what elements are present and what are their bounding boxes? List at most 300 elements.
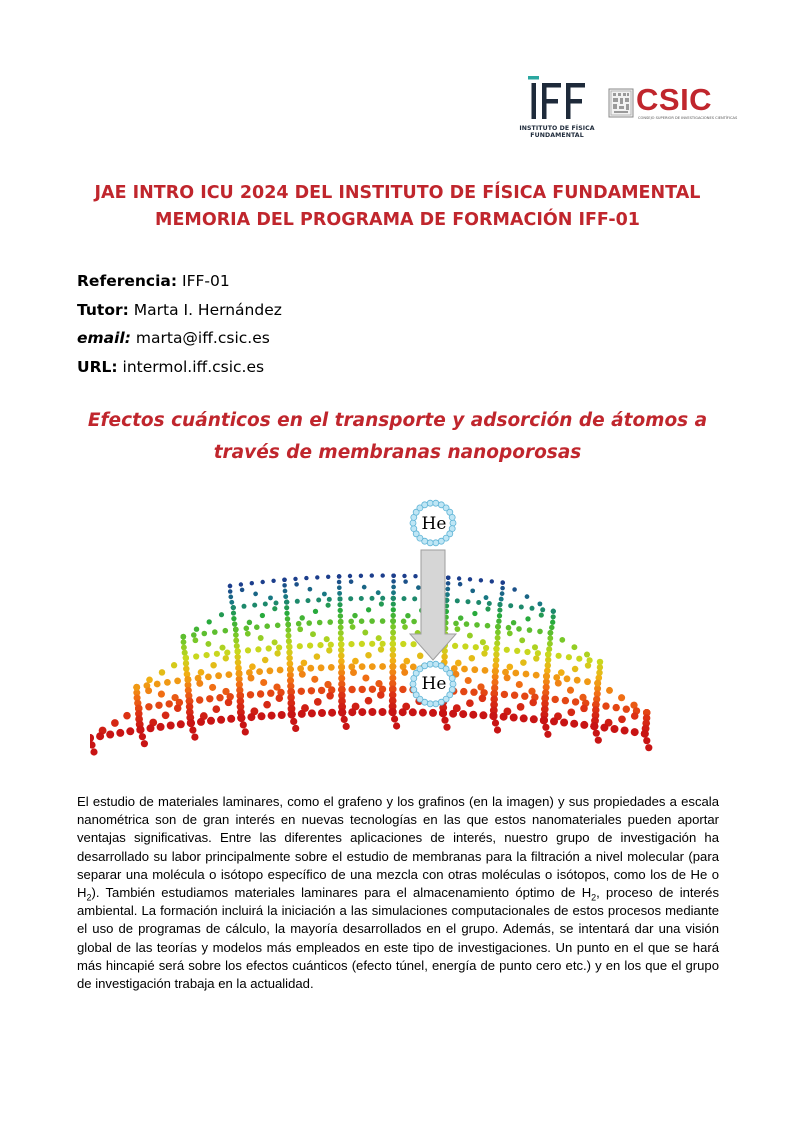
url-value[interactable]: intermol.iff.csic.es: [122, 357, 265, 376]
lattice-atom: [327, 597, 332, 602]
lattice-atom: [155, 702, 162, 709]
lattice-atom: [248, 675, 255, 682]
lattice-atom: [223, 628, 229, 634]
body-subscript-2: 2: [591, 892, 597, 903]
project-title-line-1: Efectos cuánticos en el transporte y adsorción de átomos a: [87, 410, 708, 431]
lattice-atom: [307, 665, 314, 672]
lattice-atom: [458, 582, 463, 587]
lattice-atom: [187, 719, 195, 727]
lattice-atom: [379, 601, 384, 606]
lattice-atom: [376, 635, 382, 641]
csic-emblem-icon: [608, 88, 634, 118]
lattice-atom: [453, 621, 459, 627]
lattice-atom: [525, 616, 530, 621]
lattice-atom: [267, 667, 274, 674]
lattice-atom: [376, 590, 381, 595]
lattice-atom: [297, 643, 303, 649]
lattice-atom: [299, 671, 306, 678]
lattice-atom: [552, 696, 559, 703]
lattice-atom: [283, 589, 288, 594]
lattice-atom: [313, 609, 318, 614]
lattice-atom: [465, 677, 472, 684]
lattice-atom: [181, 639, 187, 645]
lattice-atom: [272, 639, 278, 645]
atom-ring-bead: [411, 526, 417, 532]
lattice-atom: [219, 612, 224, 617]
lattice-atom: [495, 635, 501, 641]
atom-ring-bead: [422, 502, 428, 508]
lattice-atom: [317, 620, 323, 626]
down-arrow-icon: [410, 550, 456, 660]
lattice-atom: [215, 672, 222, 679]
lattice-atom: [139, 733, 146, 740]
lattice-atom: [217, 716, 225, 724]
lattice-atom: [263, 602, 268, 607]
lattice-atom: [506, 625, 512, 631]
membrane-illustration: [90, 498, 690, 763]
lattice-atom: [207, 619, 212, 624]
lattice-atom: [459, 710, 467, 718]
lattice-atom: [271, 579, 275, 583]
lattice-atom: [419, 709, 427, 717]
lattice-atom: [391, 607, 396, 612]
lattice-atom: [315, 575, 319, 579]
lattice-atom: [483, 645, 489, 651]
lattice-atom: [236, 670, 243, 677]
lattice-atom: [487, 601, 492, 606]
lattice-atom: [521, 693, 528, 700]
lattice-atom: [326, 575, 330, 579]
lattice-atom: [207, 717, 215, 725]
lattice-atom: [228, 595, 233, 600]
lattice-atom: [511, 620, 516, 625]
lattice-atom: [390, 652, 397, 659]
lattice-atom: [500, 713, 508, 721]
lattice-atom: [389, 663, 396, 670]
iff-logo-text: [512, 125, 602, 139]
lattice-atom: [228, 589, 233, 594]
lattice-atom: [293, 577, 297, 581]
lattice-atom: [501, 580, 505, 584]
lattice-atom: [516, 681, 523, 688]
lattice-atom: [326, 603, 331, 608]
lattice-atom: [497, 608, 502, 613]
lattice-atom: [467, 633, 473, 639]
lattice-atom: [597, 659, 603, 665]
lattice-atom: [370, 573, 374, 577]
iff-logo-mark: [526, 76, 590, 120]
lattice-atom: [466, 699, 474, 707]
lattice-atom: [365, 697, 373, 705]
lattice-atom: [348, 708, 356, 716]
lattice-atom: [543, 673, 550, 680]
lattice-atom: [154, 681, 161, 688]
lattice-atom: [380, 618, 386, 624]
body-subscript-1: 2: [86, 892, 92, 903]
atom-ring-bead: [427, 701, 433, 707]
lattice-atom: [544, 731, 551, 738]
lattice-atom: [560, 719, 568, 727]
lattice-atom: [277, 667, 284, 674]
lattice-atom: [572, 666, 579, 673]
lattice-atom: [365, 652, 372, 659]
lattice-atom: [525, 594, 530, 599]
lattice-atom: [254, 624, 260, 630]
lattice-atom: [171, 662, 177, 668]
lattice-atom: [390, 618, 396, 624]
lattice-atom: [264, 623, 270, 629]
lattice-atom: [288, 710, 296, 718]
atom-ring-bead: [450, 520, 456, 526]
lattice-atom: [495, 624, 501, 630]
lattice-atom: [338, 664, 345, 671]
lattice-atom: [399, 708, 407, 716]
lattice-atom: [359, 596, 364, 601]
lattice-atom: [359, 641, 365, 647]
lattice-atom: [276, 694, 284, 702]
lattice-atom: [338, 708, 346, 716]
lattice-atom: [247, 713, 255, 721]
lattice-atom: [481, 650, 487, 656]
lattice-atom: [441, 653, 448, 660]
lattice-atom: [462, 643, 468, 649]
iff-logo-line1: INSTITUTO DE FÍSICA: [519, 125, 595, 132]
lattice-atom: [359, 574, 363, 578]
lattice-atom: [350, 624, 356, 630]
lattice-atom: [159, 669, 166, 676]
lattice-atom: [606, 687, 613, 694]
lattice-atom: [369, 663, 376, 670]
lattice-atom: [123, 712, 131, 720]
lattice-atom: [409, 708, 417, 716]
lattice-atom: [301, 660, 308, 667]
lattice-atom: [267, 690, 274, 697]
lattice-atom: [530, 606, 535, 611]
lattice-atom: [504, 647, 510, 653]
lattice-atom: [235, 648, 241, 654]
lattice-atom: [225, 699, 233, 707]
lattice-atom: [193, 637, 199, 643]
lattice-atom: [540, 716, 548, 724]
lattice-atom: [282, 578, 286, 582]
lattice-atom: [566, 654, 572, 660]
email-label: email:: [77, 329, 131, 347]
lattice-atom: [272, 606, 277, 611]
lattice-atom: [618, 715, 626, 723]
lattice-atom: [292, 725, 299, 732]
lattice-atom: [362, 630, 368, 636]
lattice-atom: [275, 623, 281, 629]
lattice-atom: [136, 726, 144, 734]
lattice-atom: [501, 691, 508, 698]
reference-value: IFF-01: [182, 272, 230, 290]
lattice-atom: [417, 653, 424, 660]
lattice-atom: [183, 655, 189, 661]
lattice-atom: [458, 615, 463, 620]
lattice-atom: [286, 655, 293, 662]
lattice-atom: [111, 719, 119, 727]
url-label: URL:: [77, 357, 118, 376]
lattice-atom: [548, 630, 554, 636]
lattice-atom: [191, 734, 198, 741]
lattice-atom: [441, 717, 448, 724]
lattice-atom: [90, 734, 94, 742]
lattice-atom: [401, 669, 408, 676]
lattice-atom: [231, 605, 236, 610]
lattice-atom: [545, 651, 551, 657]
lattice-atom: [595, 737, 602, 744]
lattice-atom: [242, 604, 247, 609]
lattice-atom: [479, 578, 483, 582]
lattice-atom: [506, 664, 513, 671]
lattice-atom: [286, 638, 292, 644]
lattice-atom: [240, 588, 245, 593]
lattice-atom: [210, 662, 217, 669]
lattice-atom: [400, 641, 406, 647]
lattice-atom: [326, 647, 332, 653]
lattice-atom: [205, 674, 212, 681]
lattice-atom: [645, 744, 652, 751]
lattice-atom: [338, 619, 344, 625]
lattice-atom: [338, 608, 343, 613]
lattice-atom: [327, 619, 333, 625]
description-paragraph: [77, 793, 719, 993]
lattice-atom: [285, 622, 291, 628]
lattice-atom: [631, 728, 639, 736]
document-title: [0, 180, 795, 234]
lattice-atom: [611, 725, 619, 733]
lattice-atom: [90, 748, 97, 755]
lattice-atom: [266, 645, 272, 651]
lattice-atom: [551, 614, 556, 619]
lattice-atom: [318, 709, 326, 717]
lattice-atom: [318, 664, 325, 671]
lattice-atom: [468, 577, 472, 581]
lattice-atom: [306, 598, 311, 603]
lattice-atom: [449, 710, 457, 718]
lattice-atom: [338, 625, 344, 631]
lattice-atom: [594, 680, 601, 687]
lattice-atom: [276, 645, 282, 651]
lattice-atom: [381, 573, 385, 577]
lattice-atom: [556, 653, 562, 659]
lattice-atom: [411, 641, 417, 647]
lattice-atom: [318, 687, 325, 694]
atom-ring-bead: [449, 675, 455, 681]
lattice-atom: [284, 605, 289, 610]
lattice-atom: [368, 708, 376, 716]
lattice-atom: [308, 709, 316, 717]
lattice-atom: [391, 579, 396, 584]
lattice-atom: [403, 658, 410, 665]
lattice-atom: [352, 658, 359, 665]
lattice-atom: [377, 691, 385, 699]
lattice-atom: [623, 706, 630, 713]
lattice-atom: [247, 691, 254, 698]
lattice-atom: [643, 737, 650, 744]
lattice-atom: [338, 647, 344, 653]
lattice-atom: [219, 645, 225, 651]
lattice-atom: [523, 671, 530, 678]
lattice-atom: [470, 689, 477, 696]
csic-logo-word: CSIC: [636, 82, 713, 117]
lattice-atom: [338, 636, 344, 642]
lattice-atom: [202, 631, 208, 637]
lattice-atom: [359, 618, 365, 624]
csic-logo: [608, 82, 740, 128]
lattice-atom: [401, 619, 407, 625]
atom-ring-bead: [427, 500, 433, 506]
lattice-atom: [574, 677, 581, 684]
atom-ring-bead: [449, 514, 455, 520]
lattice-atom: [391, 602, 396, 607]
lattice-atom: [457, 576, 461, 580]
lattice-atom: [494, 726, 501, 733]
lattice-atom: [585, 662, 591, 668]
lattice-atom: [116, 729, 124, 737]
email-value[interactable]: marta@iff.csic.es: [135, 329, 270, 347]
lattice-atom: [185, 676, 192, 683]
lattice-atom: [227, 715, 235, 723]
lattice-atom: [446, 581, 451, 586]
lattice-atom: [402, 574, 406, 578]
tutor-value: Marta I. Hernández: [133, 300, 282, 319]
atom-ring-bead: [433, 661, 439, 667]
lattice-atom: [533, 672, 540, 679]
lattice-atom: [206, 695, 213, 702]
lattice-atom: [296, 621, 302, 627]
lattice-atom: [223, 655, 229, 661]
lattice-atom: [391, 596, 396, 601]
lattice-atom: [402, 624, 408, 630]
lattice-atom: [470, 588, 475, 593]
lattice-atom: [350, 669, 357, 676]
lattice-atom: [304, 576, 308, 580]
atom-ring-bead: [433, 701, 439, 707]
lattice-atom: [341, 716, 348, 723]
lattice-atom: [551, 609, 556, 614]
lattice-atom: [564, 675, 571, 682]
lattice-atom: [443, 724, 450, 731]
lattice-atom: [189, 727, 196, 734]
lattice-atom: [147, 724, 155, 732]
lattice-atom: [285, 627, 291, 633]
lattice-atom: [166, 700, 173, 707]
lattice-atom: [519, 605, 524, 610]
lattice-atom: [529, 699, 537, 707]
lattice-atom: [500, 591, 505, 596]
lattice-atom: [177, 720, 185, 728]
title-line-2: MEMORIA DEL PROGRAMA DE FORMACIÓN IFF-01: [155, 210, 640, 230]
lattice-atom: [469, 711, 477, 719]
lattice-atom: [262, 657, 269, 664]
body-text-part-1: El estudio de materiales laminares, como el grafeno y los grafinos (en la imagen) y sus propiedades a escala nanométrica son de gran interés en nuevas tecnologías en las que estos nanomateriales pueden aportar ventajas significativas. Entre las diferentes aplicaciones de interés, nuestro grupo de investigación ha desarrollado su labor principalmente sobre el estudio de membranas para la filtración a nivel molecular (para separar una molécula o isótopo específico de una mezcla con otras moléculas o isótopos, como los de He o H: [77, 794, 719, 901]
atom-ring-bead: [427, 540, 433, 546]
lattice-atom: [571, 644, 577, 650]
lattice-atom: [555, 680, 562, 687]
lattice-atom: [379, 663, 386, 670]
lattice-atom: [197, 718, 205, 726]
lattice-atom: [322, 592, 327, 597]
lattice-atom: [308, 587, 313, 592]
lattice-atom: [234, 643, 240, 649]
lattice-atom: [253, 592, 258, 597]
lattice-atom: [145, 703, 152, 710]
lattice-atom: [260, 613, 265, 618]
lattice-atom: [399, 686, 406, 693]
lattice-atom: [250, 581, 254, 585]
lattice-atom: [469, 655, 476, 662]
lattice-atom: [194, 626, 199, 631]
lattice-atom: [405, 613, 410, 618]
csic-logo-subtitle: CONSEJO SUPERIOR DE INVESTIGACIONES CIENTÍFICAS: [638, 116, 738, 120]
lattice-atom: [512, 670, 519, 677]
lattice-atom: [282, 583, 287, 588]
lattice-atom: [380, 596, 385, 601]
lattice-atom: [352, 613, 357, 618]
body-text-part-2: ). También estudiamos materiales laminares para el almacenamiento óptimo de H: [91, 885, 592, 901]
lattice-atom: [455, 660, 462, 667]
atom-ring-bead: [433, 540, 439, 546]
lattice-atom: [498, 602, 503, 607]
lattice-network: [90, 573, 652, 755]
body-text-part-3: , proceso de interés ambiental. La formación incluirá la iniciación a las simulaciones computacionales de estos procesos mediante el uso de programas de cálculo, la mayoría desarrollados en el grupo. Además, se intentará dar una visión global de las teorías y modelos más empleados en este tipo de investigaciones. Un punto en el que se hará más hincapié será sobre los efectos cuánticos (efecto túnel, energía de punto cero etc.) y en los que el grupo de investigación trabaja en la actualidad.: [77, 885, 720, 992]
lattice-atom: [237, 714, 245, 722]
tutor-row: [77, 296, 282, 325]
lattice-atom: [590, 722, 598, 730]
lattice-atom: [193, 653, 199, 659]
lattice-atom: [533, 655, 539, 661]
lattice-atom: [621, 727, 629, 735]
lattice-atom: [362, 585, 367, 590]
lattice-atom: [308, 687, 315, 694]
lattice-atom: [233, 638, 239, 644]
lattice-atom: [461, 666, 468, 673]
lattice-atom: [316, 598, 321, 603]
lattice-atom: [162, 711, 170, 719]
lattice-atom: [235, 654, 241, 660]
atom-ring-bead: [427, 661, 433, 667]
lattice-atom: [545, 657, 551, 663]
lattice-atom: [90, 741, 96, 748]
lattice-atom: [390, 613, 395, 618]
lattice-atom: [348, 596, 353, 601]
lattice-atom: [537, 629, 543, 635]
lattice-atom: [232, 621, 237, 626]
lattice-atom: [348, 641, 354, 647]
lattice-atom: [244, 626, 250, 632]
lattice-atom: [402, 596, 407, 601]
lattice-atom: [306, 620, 312, 626]
lattice-atom: [274, 650, 280, 656]
lattice-atom: [446, 576, 450, 580]
lattice-atom: [324, 636, 330, 642]
lattice-atom: [214, 651, 220, 657]
lattice-atom: [471, 666, 478, 673]
lattice-atom: [181, 644, 187, 650]
lattice-atom: [328, 664, 335, 671]
lattice-atom: [602, 702, 609, 709]
lattice-atom: [494, 640, 500, 646]
lattice-atom: [242, 728, 249, 735]
lattice-atom: [412, 596, 417, 601]
lattice-atom: [641, 730, 649, 738]
lattice-atom: [298, 710, 306, 718]
lattice-atom: [580, 705, 588, 713]
lattice-atom: [231, 611, 236, 616]
lattice-atom: [268, 712, 276, 720]
lattice-atom: [298, 688, 305, 695]
